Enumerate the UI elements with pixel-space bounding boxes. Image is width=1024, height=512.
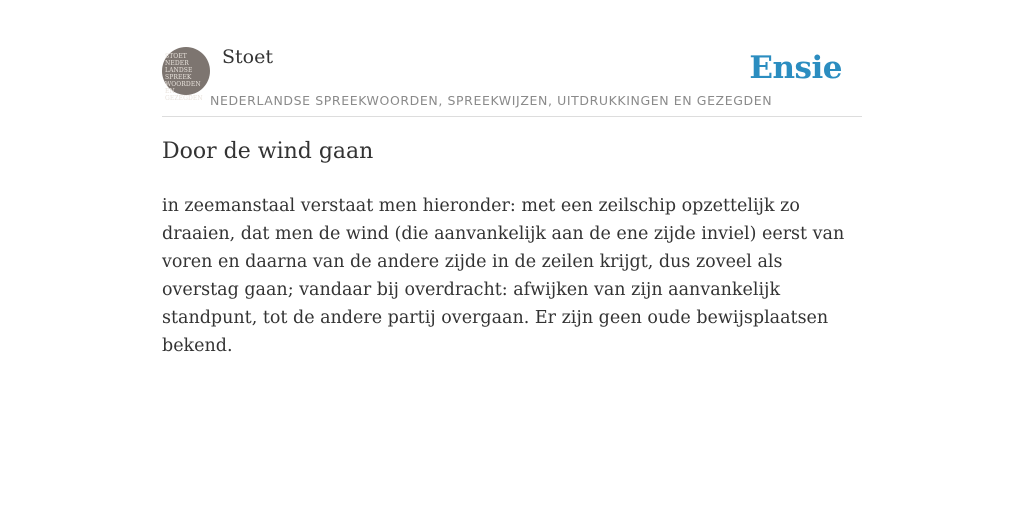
entry-card: [162, 0, 862, 356]
card-header: [162, 0, 862, 117]
entry-definition: in zeemanstaal verstaat men hieronder: met een zeilschip opzettelijk zo draaien, dat men de wind (die aanvankelijk aan de ene zijde inviel) eerst van voren en daarna van de andere zijde in de zeilen krijgt, dus zoveel als overstag gaan; vandaar bij overdracht: afwijken van zijn aanvankelijk standpunt, tot de andere partij overgaan. Er zijn geen oude bewijsplaatsen bekend.: [162, 196, 845, 356]
ensie-logo[interactable]: Ensie: [749, 50, 842, 86]
source-author[interactable]: Stoet: [222, 46, 273, 68]
source-subtitle: NEDERLANDSE SPREEKWOORDEN, SPREEKWIJZEN, UITDRUKKINGEN EN GEZEGDEN: [210, 93, 773, 108]
avatar-book-cover-text: STOET NEDER LANDSE SPREEK WOORDEN EN GEZEGDEN: [165, 53, 203, 102]
entry-title: Door de wind gaan: [162, 139, 374, 164]
source-avatar[interactable]: [162, 47, 210, 102]
